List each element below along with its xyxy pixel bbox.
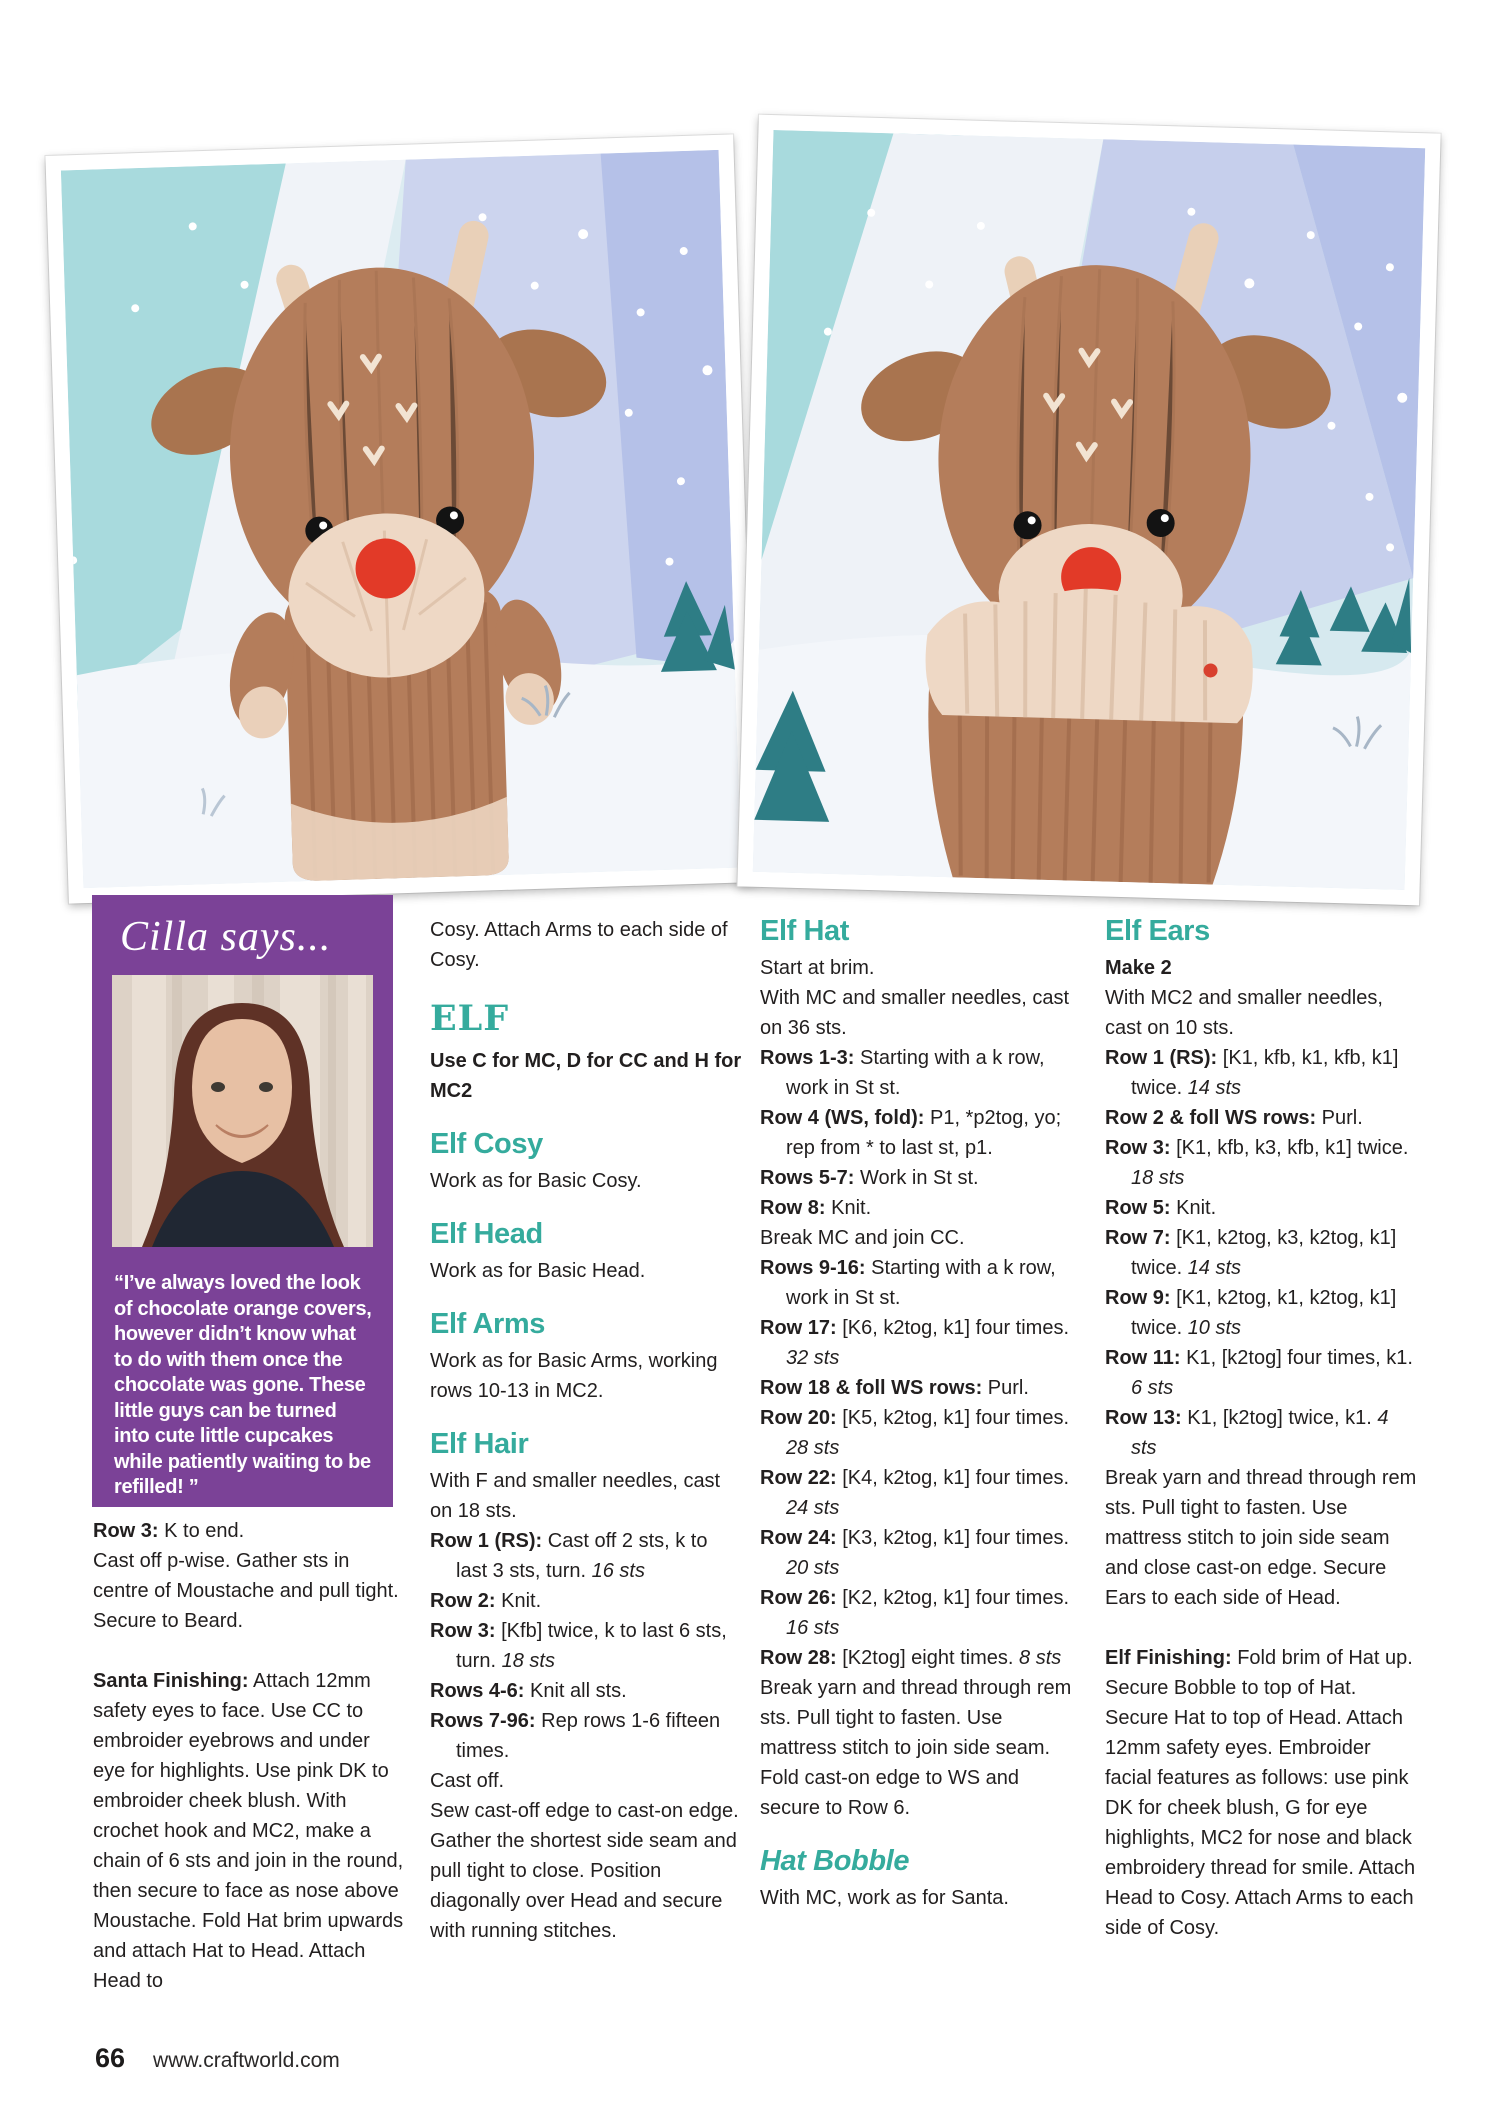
pattern-paragraph: Row 11: K1, [k2tog] four times, k1. 6 sts <box>1105 1347 1413 1399</box>
section-heading: Elf Cosy <box>430 1128 543 1160</box>
pattern-paragraph: Start at brim. <box>760 957 875 979</box>
pattern-paragraph: Work as for Basic Head. <box>430 1260 646 1282</box>
pattern-paragraph: Cosy. Attach Arms to each side of Cosy. <box>430 919 728 971</box>
pattern-paragraph: Use C for MC, D for CC and H for MC2 <box>430 1050 742 1102</box>
pattern-paragraph: Row 18 & foll WS rows: Purl. <box>760 1377 1029 1399</box>
pattern-paragraph: Break yarn and thread through rem sts. Pull tight to fasten. Use mattress stitch to join side seam. Fold cast-on edge to WS and secure to Row 6. <box>760 1677 1072 1819</box>
pattern-paragraph: Rows 7-96: Rep rows 1-6 fifteen times. <box>430 1710 721 1762</box>
pattern-column-1 <box>93 1516 405 1996</box>
pattern-paragraph: Cast off. <box>430 1770 505 1792</box>
cilla-says-box <box>92 895 393 1507</box>
section-heading: ELF <box>430 998 510 1039</box>
pattern-paragraph: Rows 4-6: Knit all sts. <box>430 1680 627 1702</box>
pattern-column-3 <box>760 915 1072 1913</box>
pattern-paragraph: Row 3: [K1, kfb, k3, kfb, k1] twice. 18 sts <box>1105 1137 1409 1189</box>
pattern-paragraph: Row 7: [K1, k2tog, k3, k2tog, k1] twice. 14 sts <box>1105 1227 1397 1279</box>
pattern-paragraph: Row 20: [K5, k2tog, k1] four times. 28 sts <box>760 1407 1070 1459</box>
section-heading: Hat Bobble <box>760 1845 910 1877</box>
winter-scene-illustration <box>61 150 741 888</box>
pattern-paragraph: Sew cast-off edge to cast-on edge. Gather the shortest side seam and pull tight to close. Position diagonally over Head and secure with running stitches. <box>430 1800 739 1942</box>
cilla-says-title: Cilla says... <box>120 914 332 960</box>
pattern-paragraph: Rows 5-7: Work in St st. <box>760 1167 979 1189</box>
pattern-paragraph: Row 22: [K4, k2tog, k1] four times. 24 sts <box>760 1467 1070 1519</box>
section-heading: Elf Hat <box>760 915 850 947</box>
pattern-paragraph: With MC, work as for Santa. <box>760 1887 1009 1909</box>
winter-scene-illustration <box>753 130 1425 890</box>
pattern-paragraph: Break yarn and thread through rem sts. Pull tight to fasten. Use mattress stitch to join side seam and close cast-on edge. Secure Ears to each side of Head. <box>1105 1467 1417 1609</box>
pattern-paragraph: Row 17: [K6, k2tog, k1] four times. 32 sts <box>760 1317 1070 1369</box>
pattern-paragraph: Row 13: K1, [k2tog] twice, k1. 4 sts <box>1105 1407 1389 1459</box>
pattern-paragraph: Rows 9-16: Starting with a k row, work in St st. <box>760 1257 1056 1309</box>
pattern-paragraph: Row 5: Knit. <box>1105 1197 1217 1219</box>
pattern-paragraph: Row 3: K to end. <box>93 1520 245 1542</box>
section-heading: Elf Head <box>430 1218 543 1250</box>
pattern-paragraph: Rows 1-3: Starting with a k row, work in St st. <box>760 1047 1045 1099</box>
pattern-paragraph: With F and smaller needles, cast on 18 sts. <box>430 1470 721 1522</box>
pattern-paragraph: Elf Finishing: Fold brim of Hat up. Secure Bobble to top of Hat. Secure Hat to top of Head. Attach 12mm safety eyes. Embroider facial features as follows: use pink DK for cheek blush, G for eye highlights, MC2 for nose and black embroidery thread for smile. Attach Head to Cosy. Attach Arms to each side of Cosy. <box>1105 1647 1416 1939</box>
pattern-paragraph: Row 26: [K2, k2tog, k1] four times. 16 sts <box>760 1587 1070 1639</box>
pattern-paragraph: Row 3: [Kfb] twice, k to last 6 sts, turn. 18 sts <box>430 1620 727 1672</box>
pattern-paragraph: Row 8: Knit. <box>760 1197 872 1219</box>
pattern-paragraph: Make 2 <box>1105 957 1172 979</box>
pattern-paragraph: Row 1 (RS): [K1, kfb, k1, kfb, k1] twice. 14 sts <box>1105 1047 1399 1099</box>
pattern-column-4 <box>1105 915 1417 1943</box>
page-footer <box>95 2043 340 2074</box>
pattern-paragraph: With MC and smaller needles, cast on 36 sts. <box>760 987 1070 1039</box>
pattern-paragraph: Row 9: [K1, k2tog, k1, k2tog, k1] twice. 10 sts <box>1105 1287 1397 1339</box>
pattern-paragraph: Break MC and join CC. <box>760 1227 965 1249</box>
pattern-paragraph: Row 4 (WS, fold): P1, *p2tog, yo; rep from * to last st, p1. <box>760 1107 1062 1159</box>
pattern-paragraph: Work as for Basic Arms, working rows 10-13 in MC2. <box>430 1350 718 1402</box>
designer-quote: “I’ve always loved the look of chocolate orange covers, however didn’t know what to do with them once the chocolate was gone. These little guys can be turned into cute little cupcakes while patiently waiting to be refilled! ” <box>114 1272 372 1498</box>
pattern-paragraph: Row 1 (RS): Cast off 2 sts, k to last 3 sts, turn. 16 sts <box>430 1530 708 1582</box>
designer-portrait <box>112 975 373 1247</box>
spacer <box>93 1636 405 1666</box>
pattern-paragraph: Row 2 & foll WS rows: Purl. <box>1105 1107 1363 1129</box>
photo-reindeer-cosy <box>737 115 1440 906</box>
pattern-paragraph: Row 2: Knit. <box>430 1590 542 1612</box>
section-heading: Elf Hair <box>430 1428 529 1460</box>
section-heading: Elf Arms <box>430 1308 545 1340</box>
pattern-paragraph: Row 28: [K2tog] eight times. 8 sts <box>760 1647 1062 1669</box>
section-heading: Elf Ears <box>1105 915 1210 947</box>
pattern-paragraph: Row 24: [K3, k2tog, k1] four times. 20 sts <box>760 1527 1070 1579</box>
website-url: www.craftworld.com <box>153 2049 340 2072</box>
pattern-paragraph: Santa Finishing: Attach 12mm safety eyes to face. Use CC to embroider eyebrows and under eye for highlights. Use pink DK to embroider cheek blush. With crochet hook and MC2, make a chain of 6 sts and join in the round, then secure to face as nose above Moustache. Fold Hat brim upwards and attach Hat to Head. Attach Head to <box>93 1670 404 1992</box>
pattern-paragraph: Work as for Basic Cosy. <box>430 1170 642 1192</box>
pattern-column-2 <box>430 915 742 1946</box>
pattern-paragraph: With MC2 and smaller needles, cast on 10 sts. <box>1105 987 1383 1039</box>
spacer <box>1105 1613 1417 1643</box>
photo-reindeer-santa <box>45 134 756 903</box>
page-number: 66 <box>95 2043 126 2073</box>
pattern-paragraph: Cast off p-wise. Gather sts in centre of Moustache and pull tight. Secure to Beard. <box>93 1550 399 1632</box>
